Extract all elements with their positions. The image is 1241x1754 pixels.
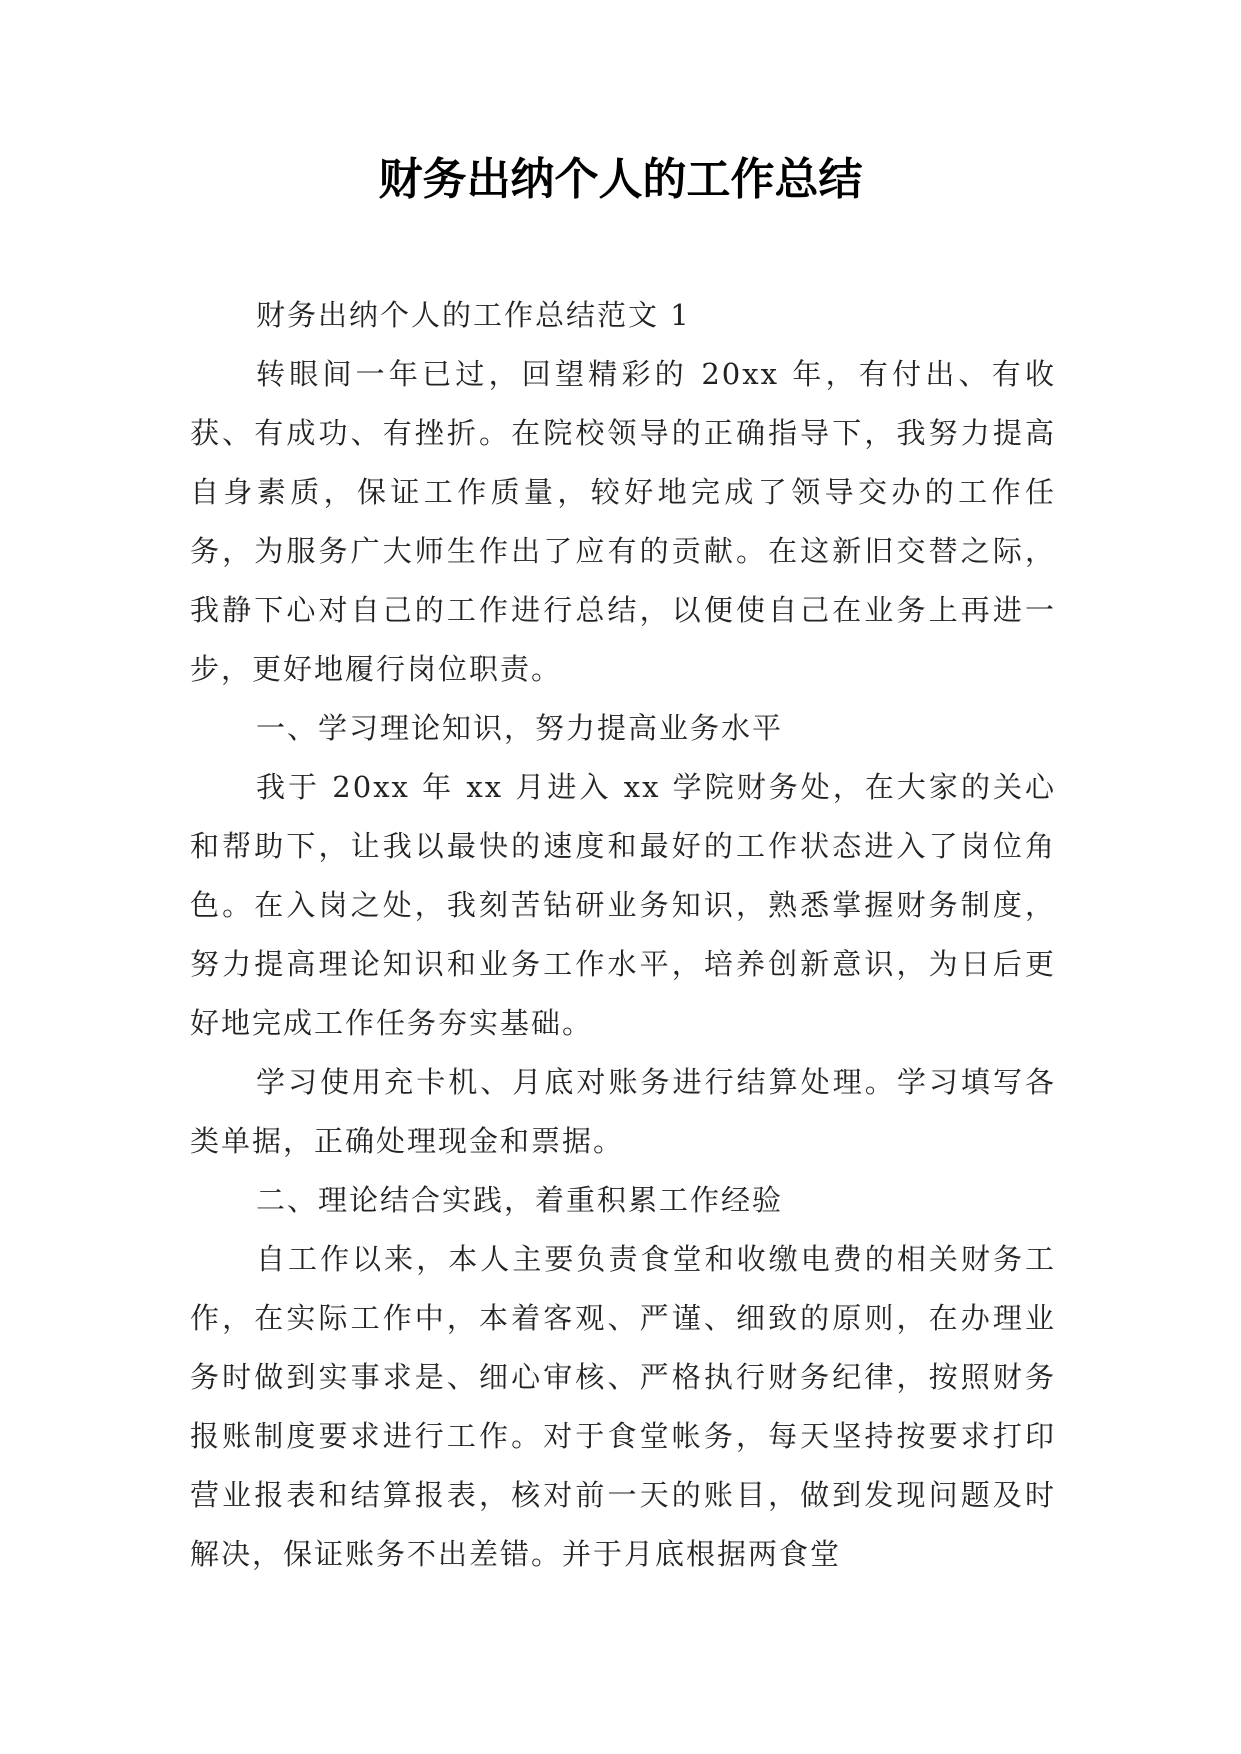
body-paragraph: 我于 20xx 年 xx 月进入 xx 学院财务处，在大家的关心和帮助下，让我以最快的速度和最好的工作状态进入了岗位角色。在入岗之处，我刻苦钻研业务知识，熟悉掌握财务制度，努力提高理论知识和业务工作水平，培养创新意识，为日后更好地完成工作任务夯实基础。 [190,770,1056,1040]
section-heading-2: 二、理论结合实践，着重积累工作经验 [256,1183,784,1217]
document-body [190,286,1056,1584]
body-paragraph: 学习使用充卡机、月底对账务进行结算处理。学习填写各类单据，正确处理现金和票据。 [190,1065,1056,1158]
subtitle-paragraph: 财务出纳个人的工作总结范文 1 [256,298,691,332]
intro-paragraph: 转眼间一年已过，回望精彩的 20xx 年，有付出、有收获、有成功、有挫折。在院校领导的正确指导下，我努力提高自身素质，保证工作质量，较好地完成了领导交办的工作任务，为服务广大师生作出了应有的贡献。在这新旧交替之际，我静下心对自己的工作进行总结，以便使自己在业务上再进一步，更好地履行岗位职责。 [190,357,1056,686]
body-paragraph: 自工作以来，本人主要负责食堂和收缴电费的相关财务工作，在实际工作中，本着客观、严谨、细致的原则，在办理业务时做到实事求是、细心审核、严格执行财务纪律，按照财务报账制度要求进行工作。对于食堂帐务，每天坚持按要求打印营业报表和结算报表，核对前一天的账目，做到发现问题及时解决，保证账务不出差错。并于月底根据两食堂 [190,1242,1056,1571]
document-title: 财务出纳个人的工作总结 [378,154,863,205]
section-heading-1: 一、学习理论知识，努力提高业务水平 [256,711,784,745]
